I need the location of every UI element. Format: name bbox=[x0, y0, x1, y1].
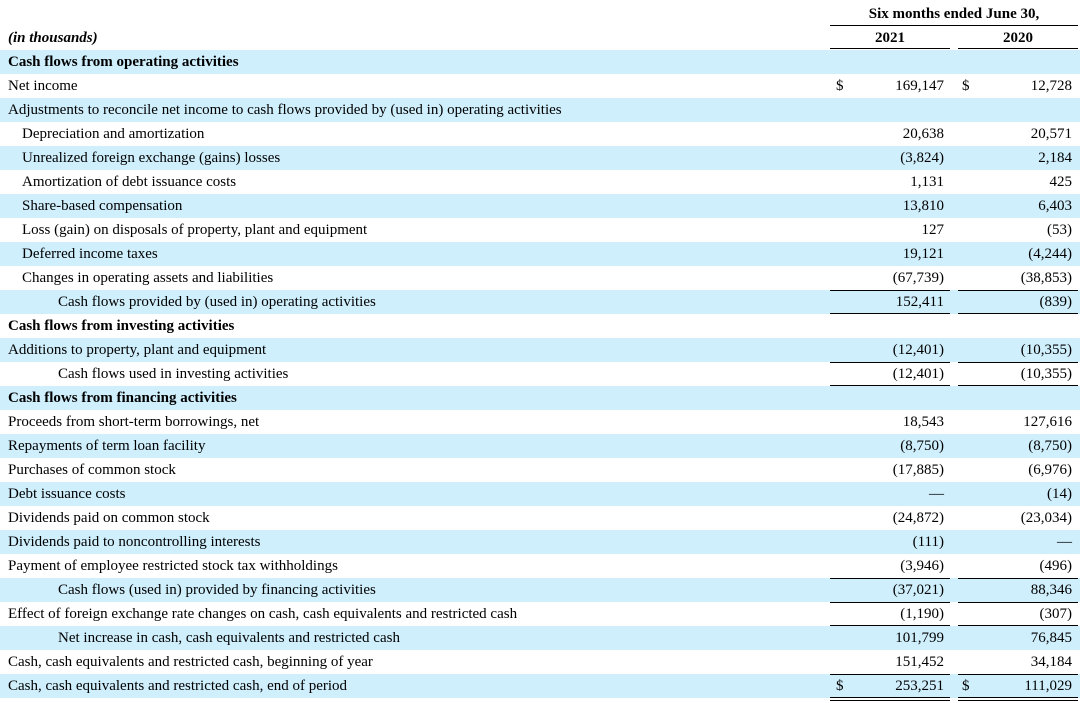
currency-symbol-2020: $ bbox=[962, 78, 970, 94]
year-2021-header: 2021 bbox=[875, 30, 905, 46]
total-rule-top bbox=[958, 362, 1078, 363]
row-label: Dividends paid on common stock bbox=[8, 510, 210, 526]
value-2020: 12,728 bbox=[1030, 78, 1072, 94]
table-row bbox=[0, 554, 1080, 578]
table-row bbox=[0, 530, 1080, 554]
total-rule-top bbox=[830, 578, 950, 579]
table-row bbox=[0, 578, 1080, 602]
table-row bbox=[0, 194, 1080, 218]
value-2021: (3,824) bbox=[900, 150, 944, 166]
value-2021: (24,872) bbox=[892, 510, 944, 526]
row-label: Net income bbox=[8, 78, 78, 94]
value-2020: 425 bbox=[1049, 174, 1072, 190]
row-label: Proceeds from short-term borrowings, net bbox=[8, 414, 260, 430]
period-header-rule bbox=[830, 25, 1078, 26]
table-row bbox=[0, 98, 1080, 122]
value-2021: (3,946) bbox=[900, 558, 944, 574]
value-2021: (8,750) bbox=[900, 438, 944, 454]
row-label: Repayments of term loan facility bbox=[8, 438, 206, 454]
table-row bbox=[0, 458, 1080, 482]
row-label: Loss (gain) on disposals of property, plant and equipment bbox=[22, 222, 368, 238]
table-row bbox=[0, 626, 1080, 650]
total-rule-top bbox=[830, 674, 950, 675]
value-2020: (6,976) bbox=[1028, 462, 1072, 478]
value-2020: (839) bbox=[1039, 294, 1072, 310]
value-2020: 127,616 bbox=[1023, 414, 1072, 430]
value-2021: — bbox=[929, 486, 944, 502]
table-row bbox=[0, 314, 1080, 338]
value-2020: 34,184 bbox=[1030, 654, 1072, 670]
table-row bbox=[0, 338, 1080, 362]
table-row bbox=[0, 410, 1080, 434]
section-heading: Cash flows from investing activities bbox=[8, 318, 235, 334]
row-label: Cash flows provided by (used in) operating activities bbox=[58, 294, 376, 310]
row-label: Deferred income taxes bbox=[22, 246, 158, 262]
value-2021: 253,251 bbox=[895, 678, 944, 694]
row-label: Amortization of debt issuance costs bbox=[22, 174, 237, 190]
row-label: Dividends paid to noncontrolling interests bbox=[8, 534, 261, 550]
value-2020: 20,571 bbox=[1030, 126, 1072, 142]
table-row bbox=[0, 290, 1080, 314]
value-2020: (10,355) bbox=[1020, 366, 1072, 382]
value-2021: 18,543 bbox=[902, 414, 944, 430]
table-row bbox=[0, 146, 1080, 170]
row-label: Adjustments to reconcile net income to cash flows provided by (used in) operating activities bbox=[8, 102, 562, 118]
value-2021: (111) bbox=[912, 534, 944, 550]
section-heading: Cash flows from operating activities bbox=[8, 54, 239, 70]
row-label: Changes in operating assets and liabilities bbox=[22, 270, 274, 286]
value-2020: (53) bbox=[1047, 222, 1072, 238]
value-2021: (12,401) bbox=[892, 366, 944, 382]
value-2020: (4,244) bbox=[1028, 246, 1072, 262]
row-label: Cash, cash equivalents and restricted cash, beginning of year bbox=[8, 654, 373, 670]
year-2020-rule bbox=[958, 48, 1078, 49]
row-label: Net increase in cash, cash equivalents and restricted cash bbox=[58, 630, 400, 646]
value-2020: 2,184 bbox=[1038, 150, 1072, 166]
total-rule-top bbox=[958, 578, 1078, 579]
table-row bbox=[0, 434, 1080, 458]
total-rule-top bbox=[830, 362, 950, 363]
table-row bbox=[0, 362, 1080, 386]
value-2021: 20,638 bbox=[902, 126, 944, 142]
table-row bbox=[0, 266, 1080, 290]
table-row bbox=[0, 242, 1080, 266]
double-rule-bottom bbox=[830, 697, 950, 698]
table-row bbox=[0, 506, 1080, 530]
table-row bbox=[0, 650, 1080, 674]
value-2020: (10,355) bbox=[1020, 342, 1072, 358]
value-2021: 169,147 bbox=[895, 78, 944, 94]
value-2021: 19,121 bbox=[902, 246, 944, 262]
row-label: Cash flows (used in) provided by financing activities bbox=[58, 582, 376, 598]
value-2020: 76,845 bbox=[1030, 630, 1072, 646]
value-2021: 151,452 bbox=[895, 654, 944, 670]
row-label: Debt issuance costs bbox=[8, 486, 126, 502]
value-2021: (12,401) bbox=[892, 342, 944, 358]
row-label: Additions to property, plant and equipment bbox=[8, 342, 267, 358]
value-2021: (1,190) bbox=[900, 606, 944, 622]
currency-symbol-2021: $ bbox=[836, 78, 844, 94]
row-label: Cash flows used in investing activities bbox=[58, 366, 289, 382]
row-label: Unrealized foreign exchange (gains) losses bbox=[22, 150, 281, 166]
value-2021: 127 bbox=[921, 222, 944, 238]
value-2020: 6,403 bbox=[1038, 198, 1072, 214]
table-row bbox=[0, 50, 1080, 74]
currency-symbol-2020: $ bbox=[962, 678, 970, 694]
value-2021: (17,885) bbox=[892, 462, 944, 478]
row-label: Share-based compensation bbox=[22, 198, 183, 214]
row-label: Depreciation and amortization bbox=[22, 126, 205, 142]
year-2020-header: 2020 bbox=[1003, 30, 1033, 46]
table-row bbox=[0, 122, 1080, 146]
total-rule-top bbox=[958, 290, 1078, 291]
currency-symbol-2021: $ bbox=[836, 678, 844, 694]
row-label: Effect of foreign exchange rate changes on cash, cash equivalents and restricted cash bbox=[8, 606, 518, 622]
value-2021: 13,810 bbox=[902, 198, 944, 214]
double-rule-bottom bbox=[958, 700, 1078, 701]
value-2020: (496) bbox=[1039, 558, 1072, 574]
total-rule-top bbox=[958, 602, 1078, 603]
table-row bbox=[0, 218, 1080, 242]
row-label: Purchases of common stock bbox=[8, 462, 176, 478]
value-2020: (14) bbox=[1047, 486, 1072, 502]
value-2021: (67,739) bbox=[892, 270, 944, 286]
total-rule-top bbox=[830, 290, 950, 291]
value-2020: (23,034) bbox=[1020, 510, 1072, 526]
table-row bbox=[0, 482, 1080, 506]
value-2020: (38,853) bbox=[1020, 270, 1072, 286]
value-2020: (8,750) bbox=[1028, 438, 1072, 454]
value-2020: (307) bbox=[1039, 606, 1072, 622]
period-header: Six months ended June 30, bbox=[868, 6, 1040, 22]
row-label: Payment of employee restricted stock tax withholdings bbox=[8, 558, 338, 574]
value-2020: 88,346 bbox=[1030, 582, 1072, 598]
section-heading: Cash flows from financing activities bbox=[8, 390, 237, 406]
row-label: Cash, cash equivalents and restricted cash, end of period bbox=[8, 678, 348, 694]
cash-flow-table bbox=[0, 50, 1080, 698]
double-rule-bottom bbox=[830, 700, 950, 701]
table-row bbox=[0, 74, 1080, 98]
total-rule-top bbox=[958, 674, 1078, 675]
value-2021: 1,131 bbox=[910, 174, 944, 190]
value-2021: 152,411 bbox=[895, 294, 944, 310]
value-2021: 101,799 bbox=[895, 630, 944, 646]
table-row bbox=[0, 386, 1080, 410]
year-2021-rule bbox=[830, 48, 950, 49]
units-label: (in thousands) bbox=[8, 30, 98, 46]
table-row bbox=[0, 602, 1080, 626]
table-row bbox=[0, 674, 1080, 698]
double-rule-bottom bbox=[958, 697, 1078, 698]
value-2021: (37,021) bbox=[892, 582, 944, 598]
total-rule-top bbox=[830, 602, 950, 603]
table-row bbox=[0, 170, 1080, 194]
value-2020: — bbox=[1057, 534, 1072, 550]
value-2020: 111,029 bbox=[1024, 678, 1072, 694]
